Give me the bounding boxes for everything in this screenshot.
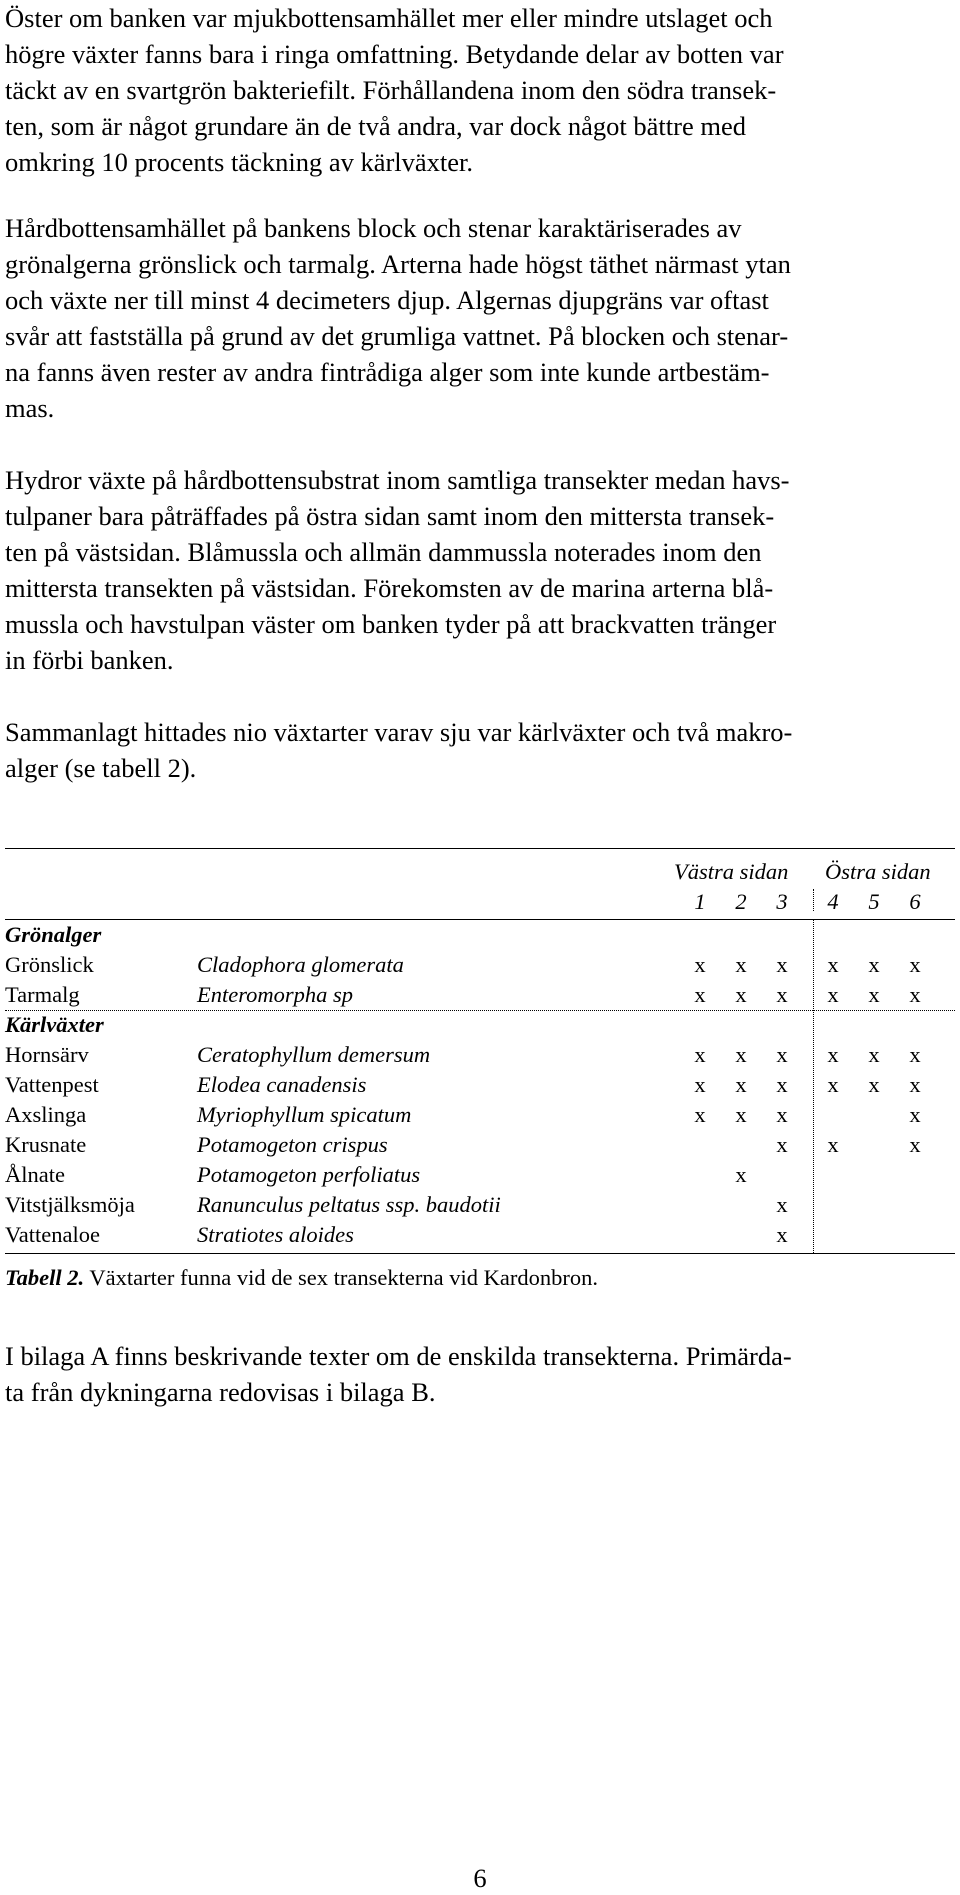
species-swedish-name: Vitstjälksmöja bbox=[5, 1192, 135, 1217]
presence-mark: x bbox=[909, 1072, 921, 1097]
text-line: mas. bbox=[5, 393, 55, 423]
species-latin-name: Elodea canadensis bbox=[197, 1072, 367, 1097]
presence-mark: x bbox=[735, 1072, 747, 1097]
header-transect-number: 3 bbox=[776, 889, 788, 914]
caption-label: Tabell 2. bbox=[5, 1265, 85, 1290]
group-heading: Kärlväxter bbox=[5, 1012, 104, 1037]
species-swedish-name: Axslinga bbox=[5, 1102, 87, 1127]
paragraph-summary bbox=[5, 714, 953, 786]
table-top-rule bbox=[5, 848, 955, 849]
presence-mark: x bbox=[909, 952, 921, 977]
presence-mark: x bbox=[776, 1042, 788, 1067]
presence-mark: x bbox=[827, 952, 839, 977]
group-heading: Grönalger bbox=[5, 922, 102, 947]
text-line: och växte ner till minst 4 decimeters djup. Algernas djupgräns var oftast bbox=[5, 285, 769, 315]
text-line: Sammanlagt hittades nio växtarter varav sju var kärlväxter och två makro- bbox=[5, 717, 793, 747]
header-west-label: Västra sidan bbox=[674, 859, 789, 884]
header-transect-number: 1 bbox=[694, 889, 706, 914]
species-swedish-name: Ålnate bbox=[5, 1162, 65, 1187]
species-latin-name: Enteromorpha sp bbox=[197, 982, 354, 1007]
text-line: Hydror växte på hårdbottensubstrat inom samtliga transekter medan havs- bbox=[5, 465, 790, 495]
page-number: 6 bbox=[473, 1863, 487, 1893]
presence-mark: x bbox=[694, 952, 706, 977]
species-latin-name: Myriophyllum spicatum bbox=[197, 1102, 412, 1127]
presence-mark: x bbox=[694, 1072, 706, 1097]
presence-mark: x bbox=[827, 1132, 839, 1157]
text-line: omkring 10 procents täckning av kärlväxter. bbox=[5, 147, 474, 177]
text-line: na fanns även rester av andra fintrådiga alger som inte kunde artbestäm- bbox=[5, 357, 770, 387]
text-line: Öster om banken var mjukbottensamhället mer eller mindre utslaget och bbox=[5, 3, 773, 33]
header-transect-number: 4 bbox=[827, 889, 839, 914]
presence-mark: x bbox=[776, 1132, 788, 1157]
presence-mark: x bbox=[776, 1072, 788, 1097]
header-transect-number: 2 bbox=[735, 889, 747, 914]
species-swedish-name: Grönslick bbox=[5, 952, 94, 977]
header-east-label: Östra sidan bbox=[825, 859, 931, 884]
presence-mark: x bbox=[868, 1072, 880, 1097]
column-separator bbox=[813, 889, 814, 911]
presence-mark: x bbox=[909, 1102, 921, 1127]
text-line: ten på västsidan. Blåmussla och allmän dammussla noterades inom den bbox=[5, 537, 762, 567]
presence-mark: x bbox=[827, 1072, 839, 1097]
presence-mark: x bbox=[735, 1102, 747, 1127]
species-latin-name: Potamogeton perfoliatus bbox=[197, 1162, 421, 1187]
species-swedish-name: Hornsärv bbox=[5, 1042, 89, 1067]
text-line: grönalgerna grönslick och tarmalg. Arterna hade högst täthet närmast ytan bbox=[5, 249, 791, 279]
paragraph-appendix bbox=[5, 1338, 953, 1410]
paragraph-hydroids bbox=[5, 462, 953, 678]
presence-mark: x bbox=[694, 1042, 706, 1067]
presence-mark: x bbox=[868, 1042, 880, 1067]
header-transect-number: 6 bbox=[909, 889, 921, 914]
species-table bbox=[5, 848, 955, 1250]
presence-mark: x bbox=[868, 982, 880, 1007]
presence-mark: x bbox=[776, 1102, 788, 1127]
text-line: I bilaga A finns beskrivande texter om de enskilda transekterna. Primärda- bbox=[5, 1341, 792, 1371]
presence-mark: x bbox=[735, 952, 747, 977]
species-swedish-name: Vattenaloe bbox=[5, 1222, 100, 1247]
presence-mark: x bbox=[827, 1042, 839, 1067]
species-latin-name: Ranunculus peltatus ssp. baudotii bbox=[197, 1192, 501, 1217]
species-latin-name: Potamogeton crispus bbox=[197, 1132, 388, 1157]
presence-mark: x bbox=[735, 1042, 747, 1067]
presence-mark: x bbox=[909, 982, 921, 1007]
presence-mark: x bbox=[735, 1162, 747, 1187]
species-swedish-name: Tarmalg bbox=[5, 982, 80, 1007]
species-latin-name: Stratiotes aloides bbox=[197, 1222, 354, 1247]
presence-mark: x bbox=[694, 982, 706, 1007]
presence-mark: x bbox=[776, 952, 788, 977]
presence-mark: x bbox=[694, 1102, 706, 1127]
text-line: mussla och havstulpan väster om banken tyder på att brackvatten tränger bbox=[5, 609, 777, 639]
text-line: mittersta transekten på västsidan. Förekomsten av de marina arterna blå- bbox=[5, 573, 774, 603]
text-line: alger (se tabell 2). bbox=[5, 753, 197, 783]
presence-mark: x bbox=[735, 982, 747, 1007]
text-line: täckt av en svartgrön bakteriefilt. Förhållandena inom den södra transek- bbox=[5, 75, 777, 105]
text-line: ten, som är något grundare än de två andra, var dock något bättre med bbox=[5, 111, 746, 141]
text-line: svår att fastställa på grund av det grumliga vattnet. På blocken och stenar- bbox=[5, 321, 789, 351]
text-line: tulpaner bara påträffades på östra sidan samt inom den mittersta transek- bbox=[5, 501, 775, 531]
species-swedish-name: Krusnate bbox=[5, 1132, 87, 1157]
presence-mark: x bbox=[868, 952, 880, 977]
text-line: ta från dykningarna redovisas i bilaga B. bbox=[5, 1377, 436, 1407]
text-line: högre växter fanns bara i ringa omfattning. Betydande delar av botten var bbox=[5, 39, 784, 69]
species-swedish-name: Vattenpest bbox=[5, 1072, 99, 1097]
text-line: Hårdbottensamhället på bankens block och stenar karaktäriserades av bbox=[5, 213, 742, 243]
presence-mark: x bbox=[909, 1042, 921, 1067]
species-latin-name: Cladophora glomerata bbox=[197, 952, 404, 977]
presence-mark: x bbox=[776, 982, 788, 1007]
table-bottom-rule bbox=[5, 1253, 955, 1254]
text-line: in förbi banken. bbox=[5, 645, 174, 675]
presence-mark: x bbox=[776, 1222, 788, 1247]
presence-mark: x bbox=[827, 982, 839, 1007]
presence-mark: x bbox=[909, 1132, 921, 1157]
paragraph-soft-bottom bbox=[5, 0, 953, 180]
caption-text: Växtarter funna vid de sex transekterna vid Kardonbron. bbox=[84, 1265, 598, 1290]
paragraph-hard-bottom bbox=[5, 210, 953, 426]
column-separator bbox=[813, 919, 814, 1253]
table-caption bbox=[5, 1263, 598, 1293]
header-transect-number: 5 bbox=[868, 889, 880, 914]
presence-mark: x bbox=[776, 1192, 788, 1217]
species-latin-name: Ceratophyllum demersum bbox=[197, 1042, 431, 1067]
